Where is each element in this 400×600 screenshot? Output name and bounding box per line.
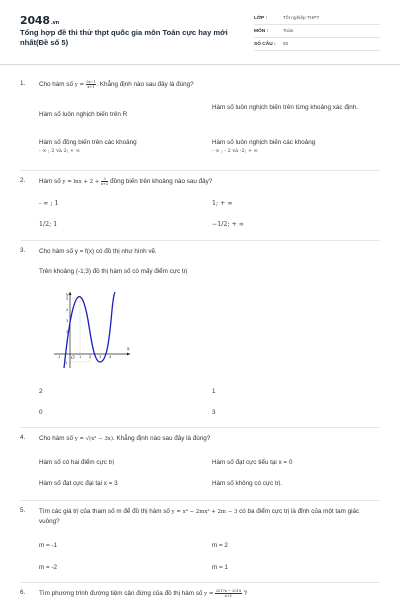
question-text-2: Trên khoảng (-1;3) đồ thị hàm số có mấy điểm cực trị bbox=[39, 268, 188, 275]
meta-value: Tốt nghiệp THPT bbox=[283, 15, 320, 21]
meta-row-count bbox=[254, 38, 380, 51]
answer-interval: - ∞ ; - 2 và -2; + ∞ bbox=[212, 148, 258, 154]
question-2 bbox=[20, 177, 380, 237]
answer-d[interactable] bbox=[212, 220, 244, 229]
answer-text: Hàm số luôn nghịch biến trên từng khoảng xác định. bbox=[212, 104, 358, 111]
answer-text: 0 bbox=[39, 409, 43, 416]
answer-interval: - ∞ ; 2 và 2; + ∞ bbox=[39, 148, 80, 154]
answer-b[interactable] bbox=[212, 103, 380, 112]
question-text-before: Hàm số bbox=[39, 178, 61, 185]
answer-text: Hàm số luôn nghịch biến trên R bbox=[39, 111, 128, 118]
answer-a[interactable] bbox=[39, 387, 43, 396]
formula: y = $\frac{2x-1}{x+1}$ bbox=[74, 80, 96, 89]
answer-text: - ∞ ; 1 bbox=[39, 200, 59, 207]
question-text-after: có ba điểm cực trị là đỉnh của một tam giác vuông? bbox=[39, 508, 360, 525]
question-separator bbox=[20, 427, 380, 428]
document-meta bbox=[254, 12, 380, 51]
question-separator bbox=[20, 170, 380, 171]
question-5 bbox=[20, 507, 380, 577]
question-text bbox=[39, 589, 379, 599]
answer-d[interactable] bbox=[212, 479, 282, 488]
question-text-after: . Khẳng định nào sau đây là đúng? bbox=[96, 81, 194, 88]
origin-label: O bbox=[71, 356, 75, 361]
formula: y = x⁴ − 2mx² + 2m − 3 bbox=[171, 509, 238, 515]
x-axis-arrow bbox=[127, 353, 130, 356]
question-text-after: ? bbox=[243, 590, 248, 597]
question-number: 4. bbox=[20, 434, 26, 441]
meta-key: SỐ CÂU : bbox=[254, 41, 276, 47]
brand-suffix: .vn bbox=[50, 20, 59, 26]
answer-c[interactable] bbox=[39, 479, 118, 488]
answer-d[interactable] bbox=[212, 408, 216, 417]
answer-text: 1; + ∞ bbox=[212, 200, 233, 207]
page-header bbox=[0, 0, 400, 62]
answer-text: Hàm số đồng biến trên các khoảng bbox=[39, 139, 137, 146]
meta-key: MÔN : bbox=[254, 28, 269, 34]
meta-value: 50 bbox=[283, 41, 289, 47]
y-tick-label: 1 bbox=[66, 341, 69, 345]
answer-text: Hàm số luôn nghịch biến các khoảng bbox=[212, 139, 316, 146]
answer-c[interactable] bbox=[39, 138, 209, 155]
answer-text: m = -2 bbox=[39, 564, 58, 571]
question-text-after: . Khẳng định nào sau đây là đúng? bbox=[112, 435, 211, 442]
answer-a[interactable] bbox=[39, 458, 114, 467]
answer-text: Hàm số đạt cực tiểu tại x = 0 bbox=[212, 459, 293, 466]
question-separator bbox=[20, 240, 380, 241]
question-text: Cho hàm số y = f(x) có đồ thị như hình vẽ. bbox=[39, 248, 157, 255]
question-text-before: Cho hàm số bbox=[39, 81, 73, 88]
answer-c[interactable] bbox=[39, 220, 57, 229]
answer-a[interactable] bbox=[39, 199, 59, 208]
y-tick-label: 3 bbox=[66, 319, 69, 323]
formula: y = $\frac{2017x - 2018}{x+1}$ bbox=[204, 589, 242, 598]
answer-text: Hàm số có hai điểm cực trị bbox=[39, 459, 114, 466]
question-separator bbox=[20, 582, 380, 583]
question-number: 2. bbox=[20, 177, 26, 184]
document-title: Tổng hợp đề thi thử thpt quốc gia môn Toán cực hay mới nhất(Đề số 5) bbox=[20, 28, 228, 47]
meta-row-class bbox=[254, 12, 380, 25]
question-4 bbox=[20, 434, 380, 499]
question-text bbox=[39, 177, 379, 187]
answer-text: 2 bbox=[39, 388, 43, 395]
question-text-before: Tìm phương trình đường tiệm cận đứng của đồ thị hàm số bbox=[39, 590, 203, 597]
answer-b[interactable] bbox=[212, 458, 292, 467]
x-tick-label: -1 bbox=[57, 355, 61, 359]
answer-text: Hàm số đạt cực đại tại x = 3 bbox=[39, 480, 118, 487]
answer-d[interactable] bbox=[212, 138, 380, 155]
answer-a[interactable] bbox=[39, 110, 209, 119]
brand-logo[interactable] bbox=[20, 14, 59, 27]
brand-name: 2048 bbox=[20, 14, 50, 27]
y-tick-label: 5 bbox=[66, 297, 69, 301]
answer-a[interactable] bbox=[39, 541, 57, 550]
answer-b[interactable] bbox=[212, 387, 216, 396]
answer-b[interactable] bbox=[212, 199, 233, 208]
x-tick-label: 1 bbox=[79, 355, 82, 359]
function-graph bbox=[52, 290, 132, 370]
y-tick-label: -1 bbox=[64, 361, 68, 365]
answer-c[interactable] bbox=[39, 408, 43, 417]
y-tick-label: 4 bbox=[66, 308, 69, 312]
answer-text: m = -1 bbox=[39, 542, 58, 549]
answer-text: −1/2; + ∞ bbox=[212, 221, 245, 228]
meta-value: Toán bbox=[283, 28, 294, 34]
y-axis-label: y bbox=[66, 293, 69, 298]
question-6 bbox=[20, 589, 380, 600]
header-divider bbox=[0, 64, 400, 65]
y-tick-labels bbox=[64, 297, 69, 365]
question-number: 1. bbox=[20, 80, 26, 87]
answer-b[interactable] bbox=[212, 541, 228, 550]
question-text-before: Cho hàm số bbox=[39, 435, 73, 442]
question-number: 3. bbox=[20, 247, 26, 254]
y-axis-arrow bbox=[69, 292, 72, 295]
x-tick-label: 2 bbox=[89, 355, 92, 359]
answer-text: 1 bbox=[212, 388, 216, 395]
question-number: 5. bbox=[20, 507, 26, 514]
x-tick-label: 4 bbox=[109, 355, 112, 359]
answer-d[interactable] bbox=[212, 563, 228, 572]
answer-text: 3 bbox=[212, 409, 216, 416]
question-text bbox=[39, 434, 379, 444]
question-separator bbox=[20, 500, 380, 501]
question-text-after: đồng biến trên khoảng nào sau đây? bbox=[110, 178, 213, 185]
meta-key: LỚP : bbox=[254, 15, 268, 21]
x-axis-label: x bbox=[127, 347, 130, 352]
question-text-before: Tìm các giá trị của tham số m để đồ thị hàm số bbox=[39, 508, 170, 515]
question-1 bbox=[20, 80, 380, 170]
x-tick-label: 3 bbox=[99, 355, 102, 359]
answer-text: m = 1 bbox=[212, 564, 228, 571]
question-text bbox=[39, 507, 379, 526]
question-number: 6. bbox=[20, 589, 26, 596]
formula: y = √(x² − 3x) bbox=[74, 436, 113, 442]
y-tick-label: 2 bbox=[66, 330, 69, 334]
answer-text: m = 2 bbox=[212, 542, 228, 549]
answer-text: Hàm số không có cực trị. bbox=[212, 480, 283, 487]
formula: y = lnx + 2 + $\frac{3}{x+2}$ bbox=[62, 177, 109, 186]
answer-text: 1/2; 1 bbox=[39, 221, 58, 228]
answer-c[interactable] bbox=[39, 563, 57, 572]
meta-row-subject bbox=[254, 25, 380, 38]
question-text bbox=[39, 80, 379, 90]
